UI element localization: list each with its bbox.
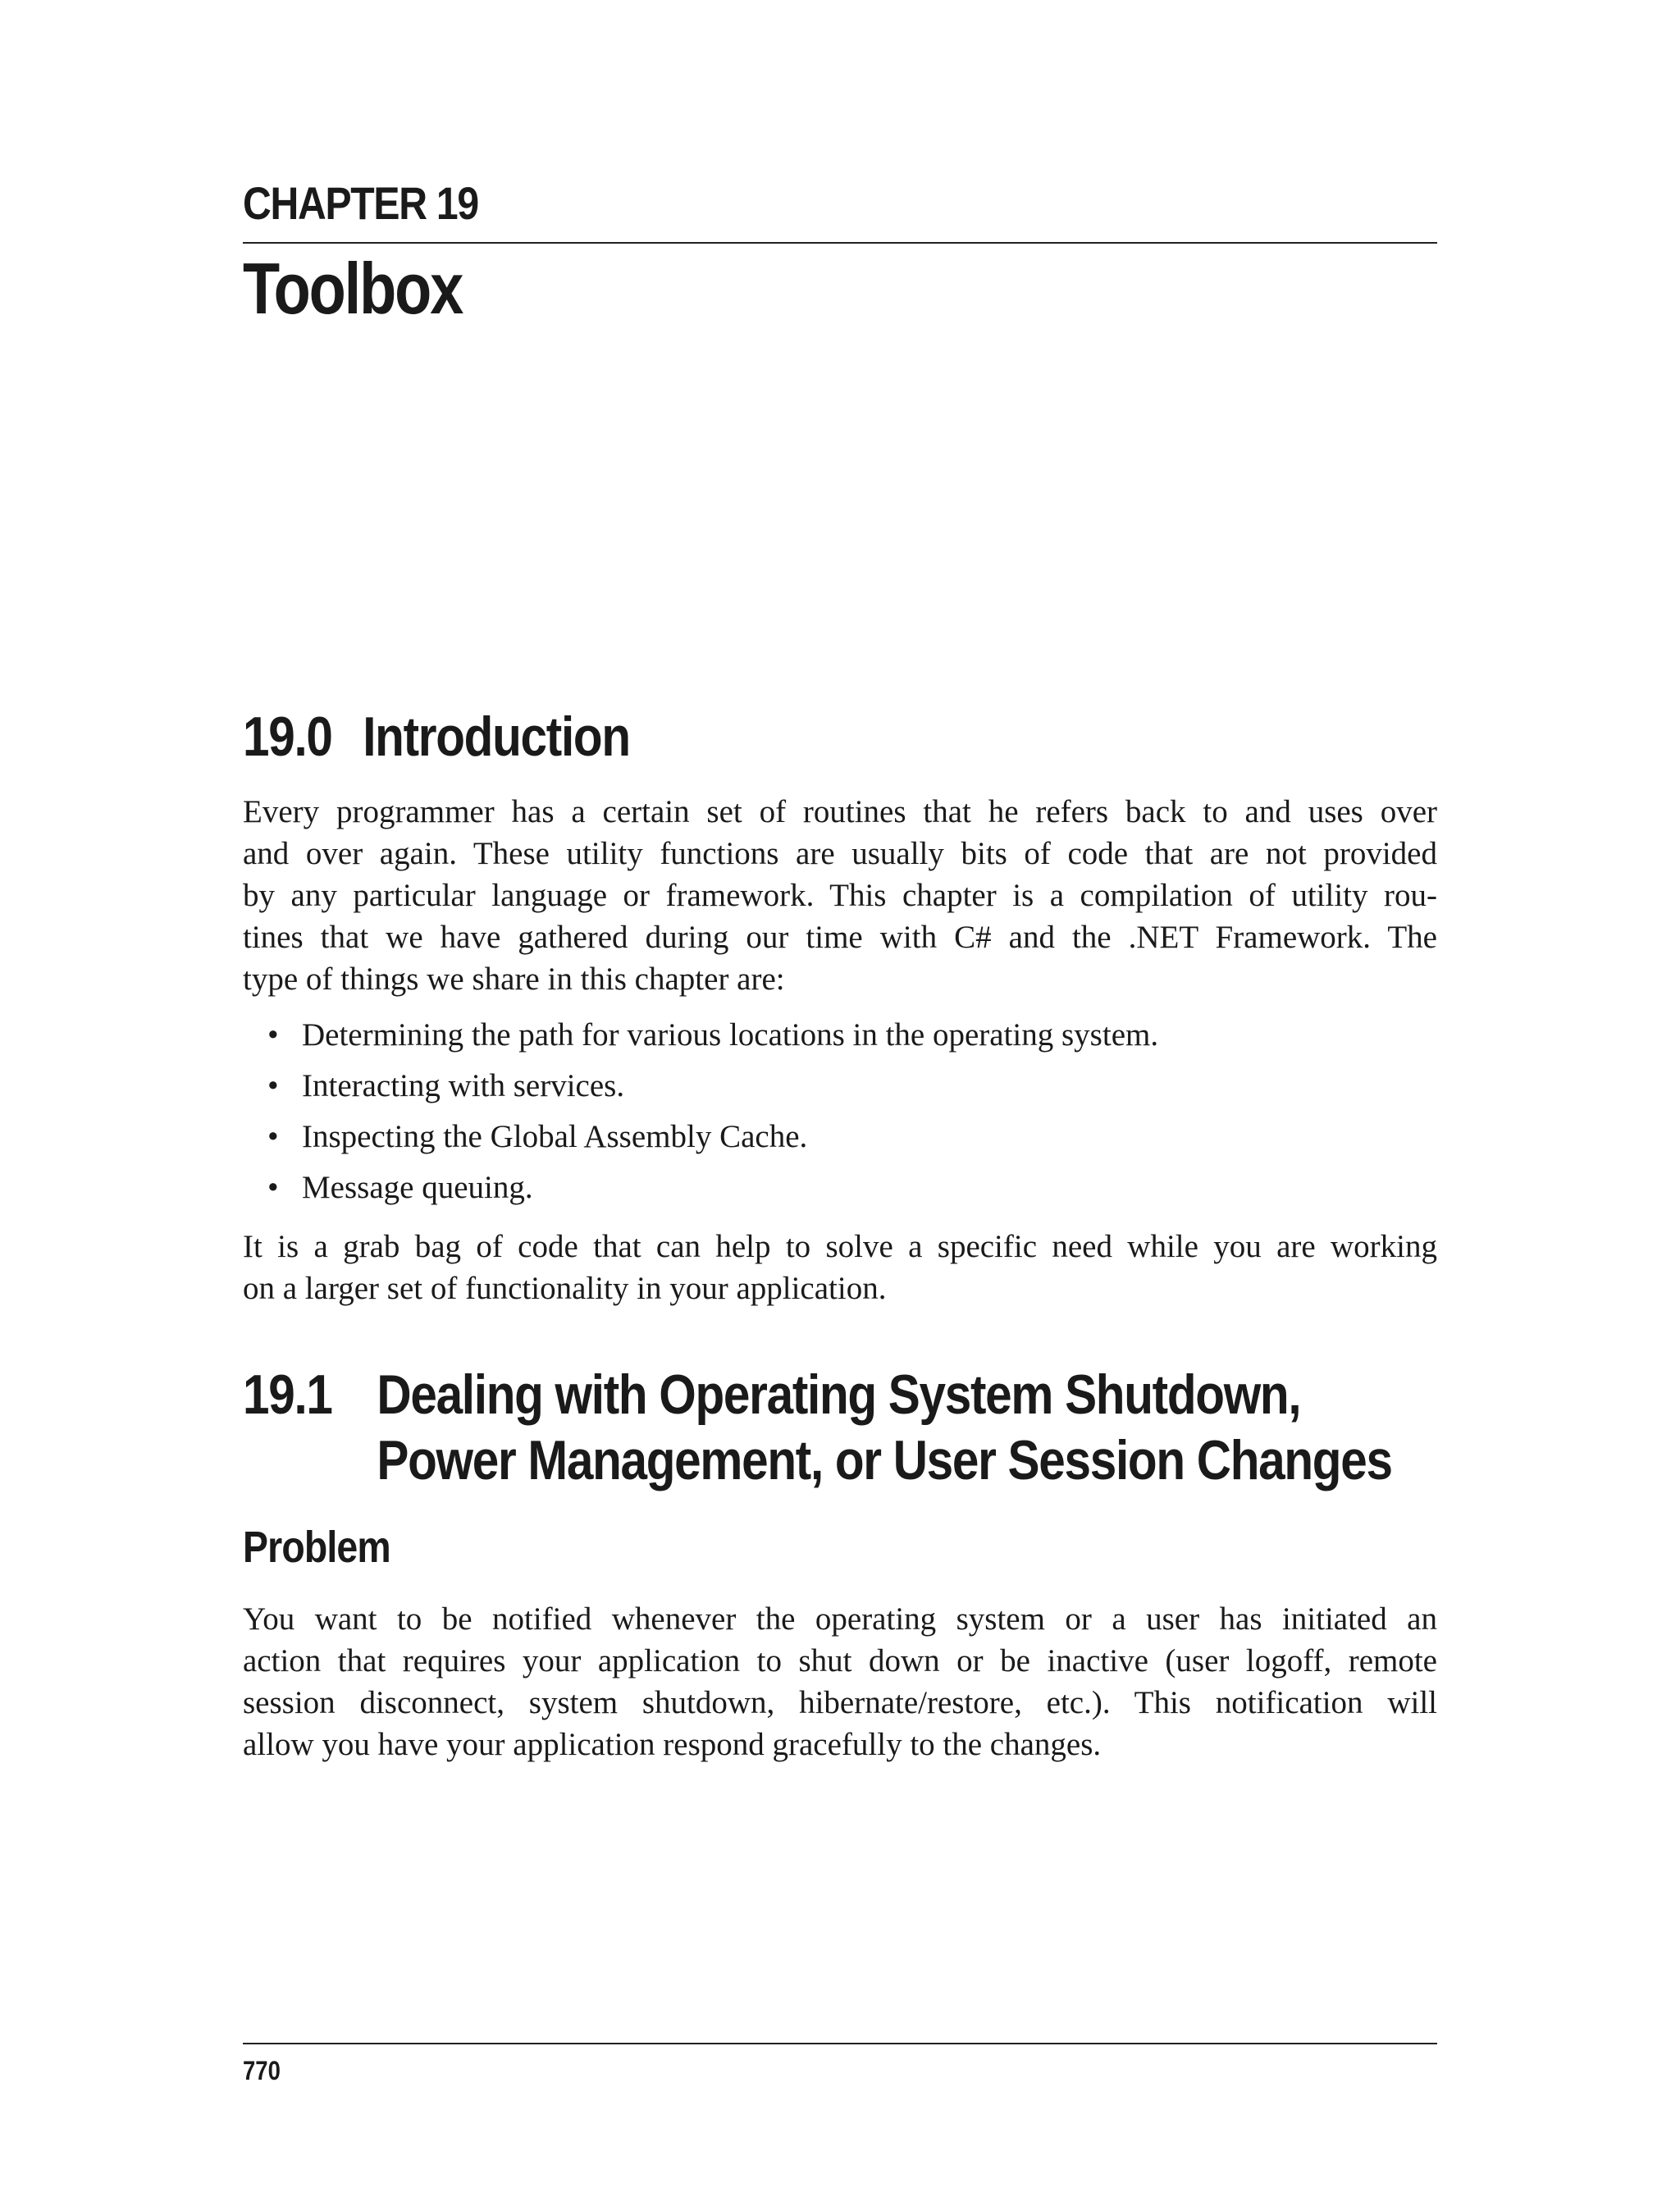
chapter-label: CHAPTER 19 <box>243 177 478 229</box>
list-item-text: Interacting with services. <box>302 1068 625 1103</box>
list-item <box>243 1167 1437 1217</box>
section-number: 19.1 <box>243 1363 332 1426</box>
section-title-line: Dealing with Operating System Shutdown, <box>377 1363 1301 1426</box>
paragraph-line: You want to be notified whenever the operating system or a user has initiated an <box>243 1601 1437 1637</box>
section-heading-intro <box>243 704 630 770</box>
section-title: Introduction <box>363 706 630 768</box>
paragraph-line: by any particular language or framework. This chapter is a compilation of utility rou- <box>243 878 1437 913</box>
list-item <box>243 1065 1437 1116</box>
paragraph-line: allow you have your application respond gracefully to the changes. <box>243 1727 1102 1762</box>
footer-rule <box>243 2043 1437 2044</box>
paragraph-line: action that requires your application to shut down or be inactive (user logoff, remote <box>243 1643 1437 1678</box>
list-item-text: Determining the path for various locations in the operating system. <box>302 1017 1159 1053</box>
list-item <box>243 1014 1437 1065</box>
intro-paragraph <box>243 791 1437 1000</box>
paragraph-line: tines that we have gathered during our time with C# and the .NET Framework. The <box>243 920 1437 955</box>
list-item-text: Inspecting the Global Assembly Cache. <box>302 1119 808 1154</box>
paragraph-line: It is a grab bag of code that can help to solve a specific need while you are working <box>243 1229 1437 1264</box>
page-number: 770 <box>243 2056 281 2085</box>
paragraph-line: type of things we share in this chapter are: <box>243 961 785 997</box>
list-item <box>243 1116 1437 1167</box>
bullet-icon: • <box>267 1068 279 1103</box>
bullet-icon: • <box>267 1017 279 1053</box>
paragraph-line: session disconnect, system shutdown, hibernate/restore, etc.). This notification will <box>243 1685 1437 1720</box>
list-item-text: Message queuing. <box>302 1170 533 1205</box>
paragraph-line: Every programmer has a certain set of routines that he refers back to and uses over <box>243 794 1437 829</box>
section-title <box>377 1362 1391 1493</box>
bullet-icon: • <box>267 1119 279 1154</box>
section-heading-19-1 <box>243 1362 1392 1491</box>
problem-heading: Problem <box>243 1523 390 1572</box>
closing-paragraph <box>243 1226 1437 1309</box>
paragraph-line: on a larger set of functionality in your application. <box>243 1271 887 1306</box>
chapter-title: Toolbox <box>243 248 463 329</box>
paragraph-line: and over again. These utility functions are usually bits of code that are not provided <box>243 836 1437 871</box>
bullet-icon: • <box>267 1170 279 1205</box>
section-number: 19.0 <box>243 706 332 768</box>
bullet-list <box>243 1014 1437 1217</box>
section-title-line: Power Management, or User Session Changes <box>377 1429 1392 1491</box>
problem-paragraph <box>243 1598 1437 1765</box>
chapter-rule <box>243 242 1437 244</box>
